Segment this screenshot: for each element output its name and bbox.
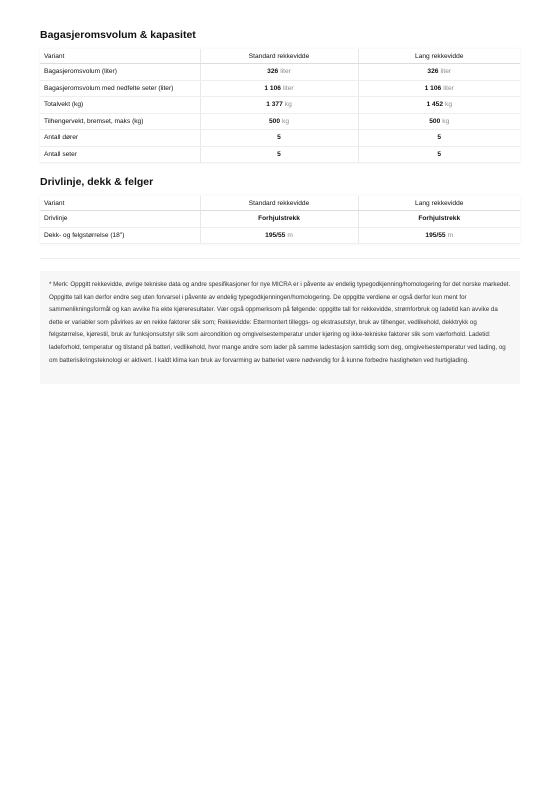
value: 500 [269, 117, 281, 125]
table-row [40, 64, 520, 81]
standard-value-cell [200, 64, 358, 81]
unit: liter [443, 84, 454, 92]
long-value-cell [358, 113, 520, 130]
table-header-row [40, 49, 520, 64]
unit: liter [440, 68, 452, 76]
table-row [40, 97, 520, 114]
value: 1 377 [266, 101, 283, 109]
row-label: Antall dører [40, 130, 200, 147]
capacity-section-title: Bagasjeromsvolum & kapasitet [40, 29, 196, 41]
column-header-long: Lang rekkevidde [358, 196, 520, 211]
footnote-box [40, 271, 520, 384]
table-row [40, 130, 520, 147]
section-divider [40, 258, 520, 259]
long-value-cell [358, 130, 520, 147]
table-row [40, 113, 520, 130]
standard-value-cell [200, 146, 358, 163]
unit: m [447, 231, 454, 239]
value: Forhjulstrekk [418, 215, 461, 223]
value: 195/55 [265, 231, 286, 239]
table-header-row [40, 196, 520, 211]
unit: liter [282, 84, 294, 92]
long-value-cell [358, 80, 520, 97]
footnote-text: * Merk: Oppgitt rekkevidde, øvrige tekniske data og andre spesifikasjoner for nye MICRA er i påvente av endelig typegodkjenning/homologering for det norske markedet. Oppgitte tall kan derfor endre seg uten forvarsel i påvente av endelig typegodkjenningen/homologering. De oppgitte verdiene er også derfor kun ment for sammenlikningsformål og kan avvike fra ekte kjøreresultater. Vær også oppmerksom på følgende: oppgitte tall for rekkevidde, strømforbruk og ladetid kan avvike da dette er variabler som påvirkes av en rekke faktorer slik som; Rekkevidde: Ettermontert tilleggs- og ekstrasutstyr, bruk av tilhenger, vedlikehold, dekktrykk og felgstørrelse, kjørestil, bruk av funksjonsutstyr slik som aircondition og omgivelsestemperatur under kjøring og ikke-tekniske faktorer slik som værforhold. Ladetid: ladeforhold, temperatur og tilstand på batteri, vedlikehold, hvor mange andre som lader på samme ladestasjon samtidig som deg, omgivelsestemperatur ved lading, og om batterisikringsteknologi er aktivert. I kaldt klima kan bruk av forvarming av batteriet være nødvendig for å kunne forbedre hastigheten ved hurtiglading. [49, 281, 511, 364]
table-row [40, 80, 520, 97]
long-value-cell [358, 227, 520, 244]
standard-value-cell [200, 227, 358, 244]
row-label: Antall seter [40, 146, 200, 163]
unit: liter [280, 68, 291, 76]
standard-value-cell [200, 97, 358, 114]
table-row [40, 227, 520, 244]
value: 1 106 [264, 84, 281, 92]
table-row [40, 146, 520, 163]
column-header-long: Lang rekkevidde [358, 49, 520, 64]
value: 5 [437, 134, 442, 142]
long-value-cell [358, 146, 520, 163]
row-label: Totalvekt (kg) [40, 97, 200, 114]
column-header-variant: Variant [40, 49, 200, 64]
column-header-standard: Standard rekkevidde [200, 49, 358, 64]
spec-page [40, 28, 520, 384]
unit: kg [445, 101, 452, 109]
value: 500 [429, 117, 441, 125]
capacity-table [40, 49, 520, 163]
standard-value-cell [200, 113, 358, 130]
unit: m [287, 231, 293, 239]
value: 1 106 [424, 84, 442, 92]
standard-value-cell [200, 80, 358, 97]
value: Forhjulstrekk [258, 215, 300, 223]
value: 326 [427, 68, 439, 76]
drivetrain-table [40, 196, 520, 244]
row-label: Dekk- og felgstørrelse (18") [40, 227, 200, 244]
unit: kg [284, 101, 292, 109]
long-value-cell [358, 211, 520, 228]
row-label: Bagasjeromsvolum med nedfelte seter (liter) [40, 80, 200, 97]
drivetrain-section-title: Drivlinje, dekk & felger [40, 176, 154, 188]
long-value-cell [358, 64, 520, 81]
table-row [40, 211, 520, 228]
value: 1 452 [426, 101, 444, 109]
row-label: Bagasjeromsvolum (liter) [40, 64, 200, 81]
value: 5 [277, 150, 281, 158]
value: 5 [277, 134, 281, 142]
column-header-standard: Standard rekkevidde [200, 196, 358, 211]
unit: kg [442, 117, 450, 125]
value: 326 [267, 68, 279, 76]
standard-value-cell [200, 211, 358, 228]
row-label: Tilhengervekt, bremset, maks (kg) [40, 113, 200, 130]
value: 195/55 [425, 231, 446, 239]
column-header-variant: Variant [40, 196, 200, 211]
value: 5 [437, 150, 442, 158]
standard-value-cell [200, 130, 358, 147]
row-label: Drivlinje [40, 211, 200, 228]
long-value-cell [358, 97, 520, 114]
unit: kg [282, 117, 289, 125]
